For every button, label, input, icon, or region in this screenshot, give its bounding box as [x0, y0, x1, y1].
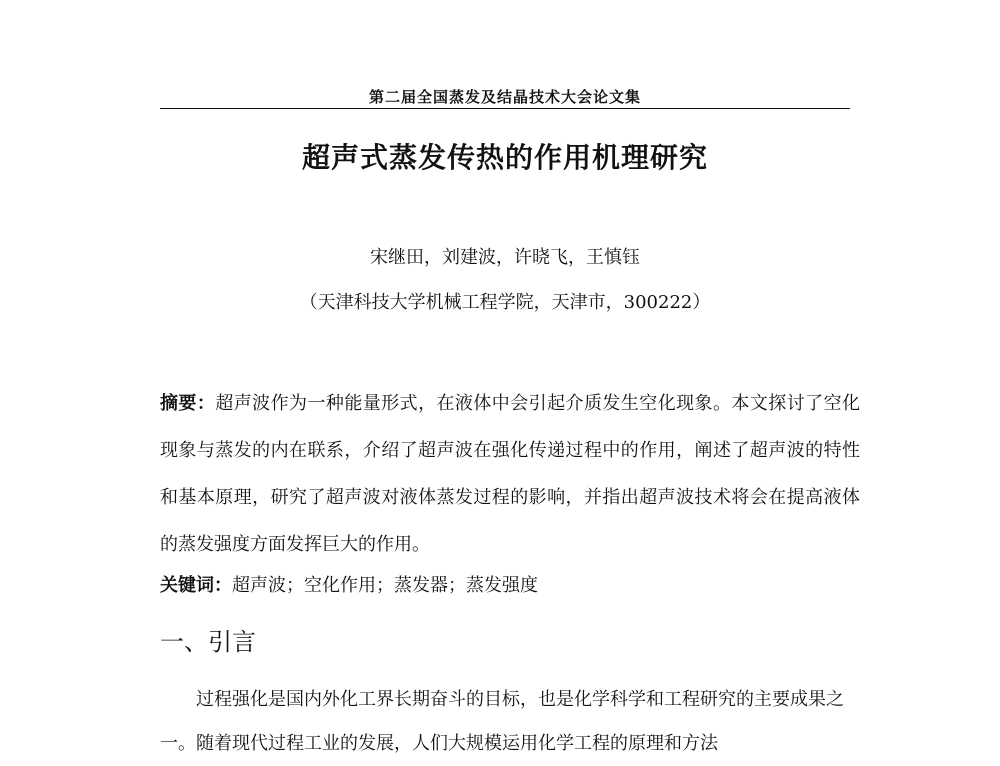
- abstract-label: 摘要：: [160, 393, 216, 414]
- header-rule: [160, 108, 850, 109]
- keywords-label: 关键词：: [160, 575, 232, 596]
- abstract-text: 超声波作为一种能量形式，在液体中会引起介质发生空化现象。本文探讨了空化现象与蒸发的内在联系，介绍了超声波在强化传递过程中的作用，阐述了超声波的特性和基本原理，研究了超声波对液体蒸发过程的影响，并指出超声波技术将会在提高液体的蒸发强度方面发挥巨大的作用。: [160, 393, 861, 555]
- paper-affiliation: （天津科技大学机械工程学院，天津市，300222）: [299, 292, 711, 313]
- paper-authors: 宋继田，刘建波，许晓飞，王慎钰: [370, 247, 640, 268]
- abstract: [160, 380, 860, 568]
- keywords-text: 超声波；空化作用；蒸发器；蒸发强度: [232, 575, 538, 596]
- section-heading: 一、引言: [160, 628, 256, 656]
- intro-paragraph: 过程强化是国内外化工界长期奋斗的目标，也是化学科学和工程研究的主要成果之一。随着现代过程工业的发展，人们大规模运用化学工程的原理和方法: [160, 689, 844, 754]
- paper-title: 超声式蒸发传热的作用机理研究: [301, 141, 708, 174]
- running-header: 第二届全国蒸发及结晶技术大会论文集: [368, 88, 641, 106]
- keywords: [160, 571, 860, 597]
